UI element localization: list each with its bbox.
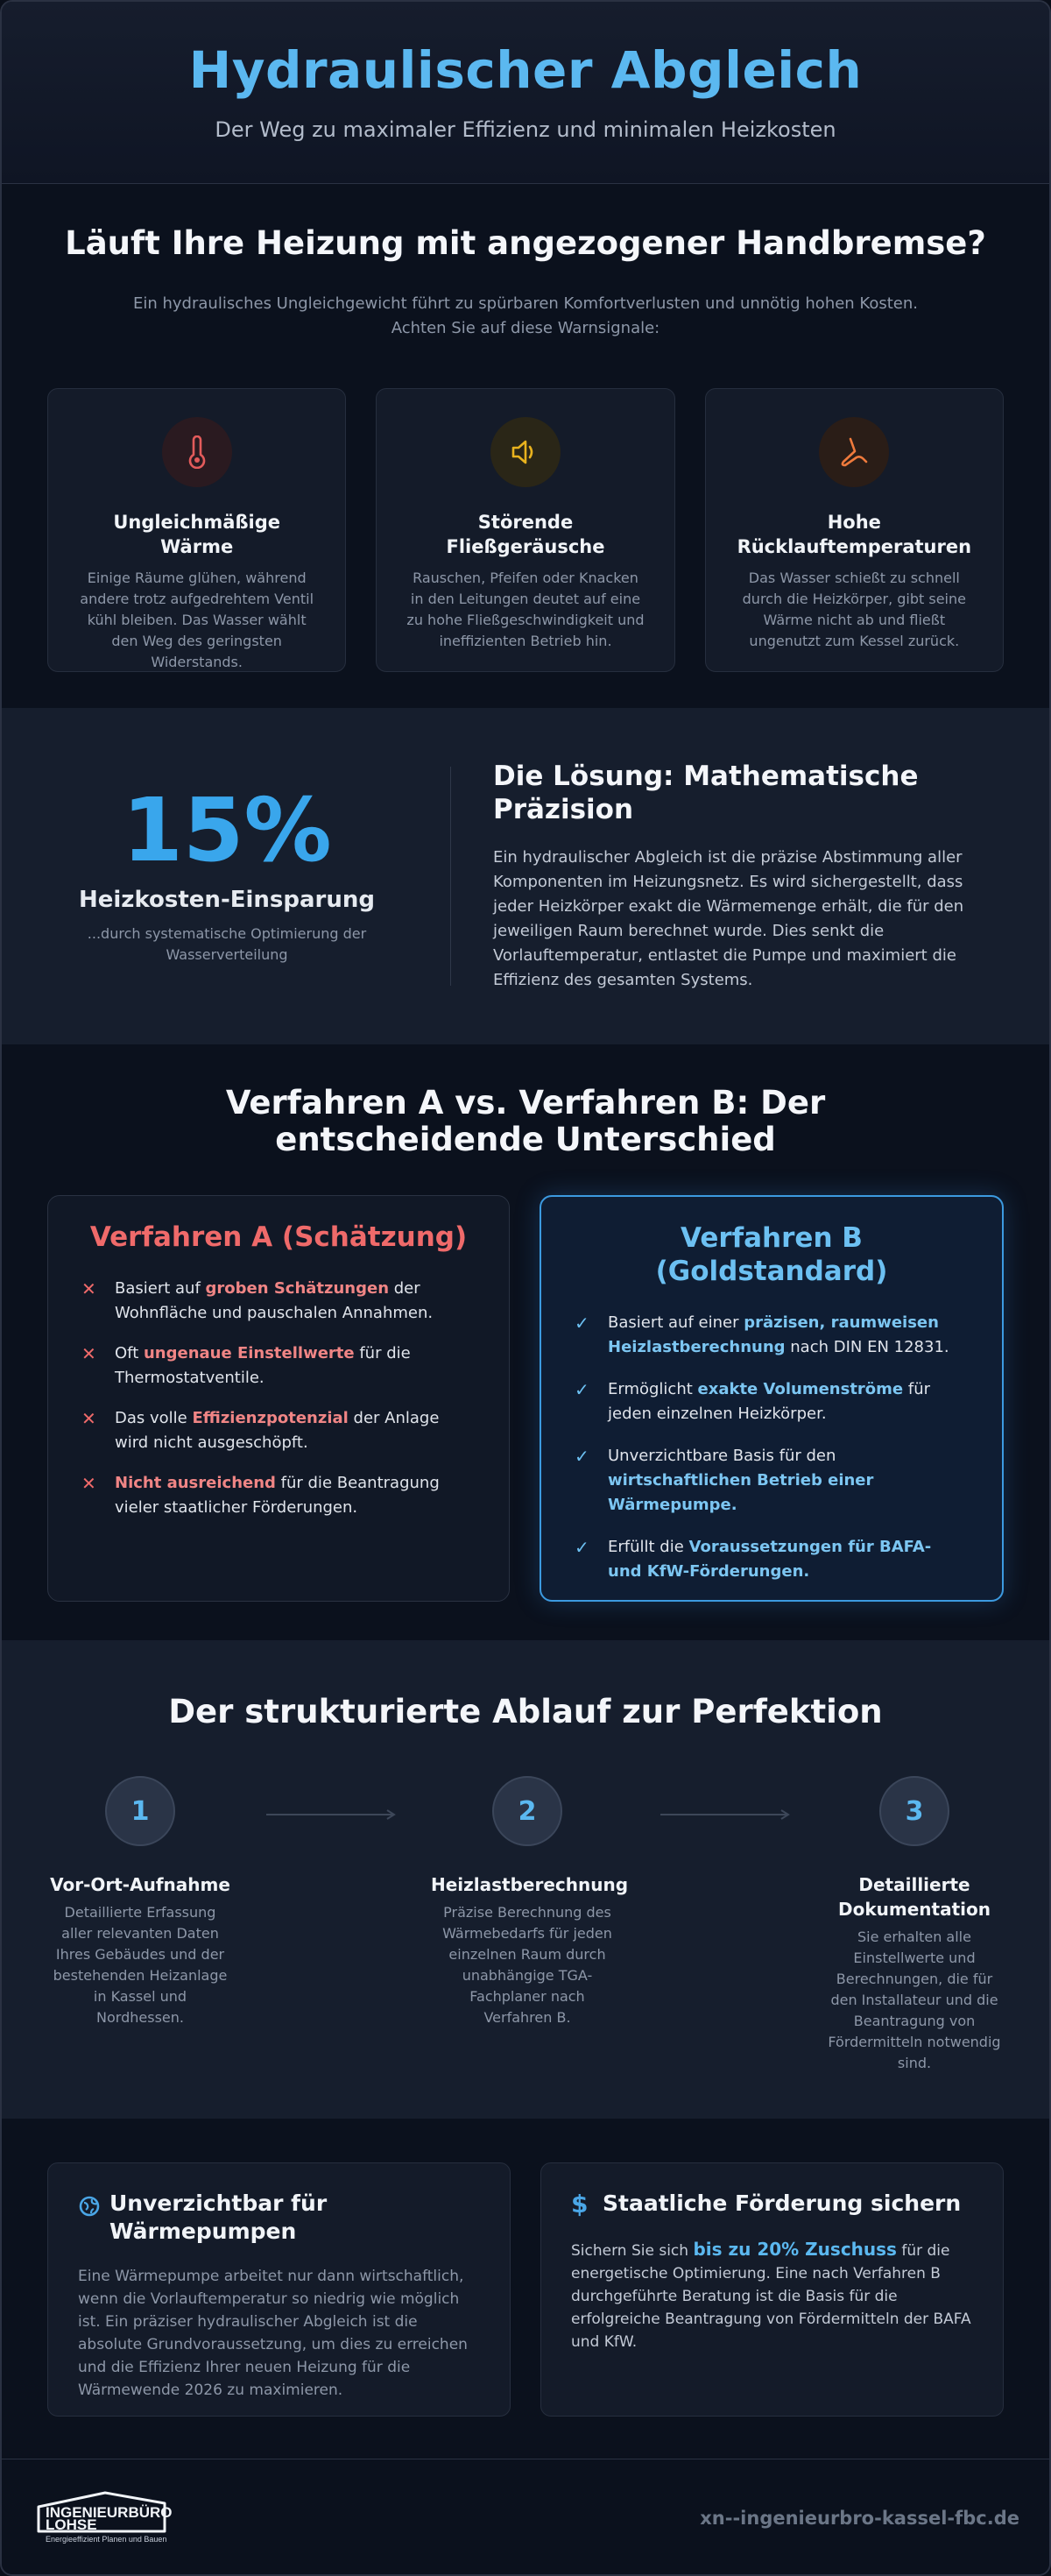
step-number: 1 <box>105 1776 175 1846</box>
step-title: Vor-Ort-Aufnahme <box>50 1874 230 1895</box>
list-item: ✓ Unverzichtbare Basis für den wirtschaftlichen Betrieb einer Wärmepumpe. <box>575 1444 969 1518</box>
warning-card-title: Hohe Rücklauftemperaturen <box>737 512 972 557</box>
page-subtitle: Der Weg zu maximaler Effizienz und minimalen Heizkosten <box>215 117 836 142</box>
check-icon: ✓ <box>575 1446 589 1467</box>
heatpump-card <box>47 2162 511 2417</box>
warning-heading: Läuft Ihre Heizung mit angezogener Handbremse? <box>65 224 986 262</box>
arrow-right-icon <box>266 1809 398 1820</box>
solution-section <box>2 708 1049 1044</box>
cross-icon: ✕ <box>81 1408 96 1429</box>
list-item: ✓ Basiert auf einer präzisen, raumweisen Heizlastberechnung nach DIN EN 12831. <box>575 1311 969 1360</box>
warning-card-return-temp <box>705 388 1004 672</box>
flame-icon <box>819 417 889 487</box>
dollar-icon: $ <box>571 2190 589 2219</box>
method-b-title: Verfahren B (Goldstandard) <box>655 1222 888 1287</box>
warning-intro: Ein hydraulisches Ungleichgewicht führt zu spürbaren Komfortverlusten und unnötig hohen Kosten. Achten Sie auf diese Warnsignale: <box>132 294 918 337</box>
cross-icon: ✕ <box>81 1343 96 1364</box>
funding-text: Sichern Sie sich bis zu 20% Zuschuss für die energetische Optimierung. Eine nach Verfahren B durchgeführte Beratung ist die Basis für die erfolgreiche Beantragung von Fördermitteln der BAFA und KfW. <box>571 2239 971 2351</box>
process-step-1 <box>44 1776 236 2028</box>
step-title: Detaillierte Dokumentation <box>838 1874 991 1920</box>
warning-card-text: Rauschen, Pfeifen oder Knacken in den Leitungen deutet auf eine zu hohe Fließgeschwindigkeit und ineffizienten Betrieb hin. <box>406 570 645 649</box>
warning-card-noise <box>376 388 674 672</box>
solution-text: Ein hydraulischer Abgleich ist die präzise Abstimmung aller Komponenten im Heizungsnetz. Es wird sichergestellt, dass jeder Heizkörper exakt die Wärmemenge erhält, die für den jeweiligen Raum berechnet wurde. Dies senkt die Vorlauftemperatur, entlastet die Pumpe und maximiert die Effizienz des gesamten Systems. <box>493 848 964 989</box>
solution-text-block <box>493 760 1004 993</box>
warning-card-text: Einige Räume glühen, während andere trotz aufgedrehtem Ventil kühl bleiben. Das Wasser wählt den Weg des geringsten Widerstands. <box>80 570 314 670</box>
step-text: Detaillierte Erfassung aller relevanten Daten Ihres Gebäudes und der bestehenden Heizanlage in Kassel und Nordhessen. <box>53 1904 228 2026</box>
svg-text:LOHSE: LOHSE <box>46 2516 97 2533</box>
comparison-heading: Verfahren A vs. Verfahren B: Der entscheidende Unterschied <box>225 1084 826 1158</box>
check-icon: ✓ <box>575 1313 589 1334</box>
speaker-icon <box>490 417 561 487</box>
warning-section <box>2 184 1049 708</box>
warning-card-title: Störende Fließgeräusche <box>446 512 605 557</box>
heatpump-title: Unverzichtbar für Wärmepumpen <box>109 2190 328 2244</box>
step-number: 3 <box>879 1776 949 1846</box>
check-icon: ✓ <box>575 1379 589 1400</box>
method-a-list <box>81 1277 476 1520</box>
step-text: Sie erhalten alle Einstellwerte und Berechnungen, die für den Installateur und die Beantragung von Fördermitteln notwendig sind. <box>828 1928 1001 2071</box>
list-item: ✕ Nicht ausreichend für die Beantragung vieler staatlicher Förderungen. <box>81 1471 476 1520</box>
process-step-3 <box>818 1776 1011 2074</box>
funding-title: Staatliche Förderung sichern <box>603 2190 962 2216</box>
info-cards <box>47 2162 1004 2417</box>
svg-text:INGENIEURBÜRO: INGENIEURBÜRO <box>46 2503 173 2521</box>
step-title: Heizlastberechnung <box>431 1874 629 1895</box>
method-a-title: Verfahren A (Schätzung) <box>89 1221 468 1253</box>
process-steps <box>2 1776 1049 2127</box>
process-step-2 <box>431 1776 629 2028</box>
website-link[interactable]: xn--ingenieurbro-kassel-fbc.de <box>700 2507 1019 2529</box>
savings-sub: ...durch systematische Optimierung der Wasserverteilung <box>87 925 367 963</box>
funding-card <box>540 2162 1004 2417</box>
list-item: ✕ Das volle Effizienzpotenzial der Anlage wird nicht ausgeschöpft. <box>81 1406 476 1455</box>
list-item: ✕ Oft ungenaue Einstellwerte für die Thermostatventile. <box>81 1341 476 1391</box>
info-section <box>2 2119 1049 2459</box>
method-b-list <box>575 1311 969 1584</box>
thermometer-icon <box>162 417 232 487</box>
page-title: Hydraulischer Abgleich <box>188 40 863 100</box>
arrow-right-icon <box>660 1809 792 1820</box>
step-number: 2 <box>492 1776 562 1846</box>
comparison-section <box>2 1044 1049 1640</box>
svg-text:Energieeffizient Planen und Ba: Energieeffizient Planen und Bauen <box>46 2534 167 2544</box>
page-footer <box>2 2459 1049 2576</box>
method-b-card <box>540 1195 1004 1602</box>
step-text: Präzise Berechnung des Wärmebedarfs für jeden einzelnen Raum durch unabhängige TGA-Fachplaner nach Verfahren B. <box>442 1904 612 2026</box>
page-header <box>2 2 1049 184</box>
warning-cards <box>47 388 1004 672</box>
savings-stat <box>47 779 406 966</box>
heatpump-text: Eine Wärmepumpe arbeitet nur dann wirtschaftlich, wenn die Vorlauftemperatur so niedrig wie möglich ist. Ein präziser hydraulischer Abgleich ist die absolute Grundvoraussetzung, um dies zu erreichen und die Effizienz Ihrer neuen Heizung für die Wärmewende 2026 zu maximieren. <box>78 2268 468 2399</box>
process-heading: Der strukturierte Ablauf zur Perfektion <box>168 1693 883 1730</box>
logo-graphic <box>33 2488 173 2549</box>
cross-icon: ✕ <box>81 1278 96 1299</box>
divider <box>450 767 451 986</box>
method-a-card <box>47 1195 510 1602</box>
list-item: ✕ Basiert auf groben Schätzungen der Wohnfläche und pauschalen Annahmen. <box>81 1277 476 1326</box>
company-logo[interactable] <box>33 2488 173 2549</box>
savings-value: 15% <box>122 779 332 881</box>
savings-label: Heizkosten-Einsparung <box>79 887 375 913</box>
comparison-cards <box>47 1195 1004 1602</box>
warning-card-title: Ungleichmäßige Wärme <box>113 512 281 557</box>
warning-card-text: Das Wasser schießt zu schnell durch die Heizkörper, gibt seine Wärme nicht ab und fließt ungenutzt zum Kessel zurück. <box>742 570 966 649</box>
globe-icon <box>78 2190 109 2221</box>
list-item: ✓ Ermöglicht exakte Volumenströme für jeden einzelnen Heizkörper. <box>575 1377 969 1426</box>
warning-card-uneven-heat <box>47 388 346 672</box>
cross-icon: ✕ <box>81 1473 96 1494</box>
list-item: ✓ Erfüllt die Voraussetzungen für BAFA- und KfW-Förderungen. <box>575 1535 969 1584</box>
check-icon: ✓ <box>575 1537 589 1558</box>
solution-heading: Die Lösung: Mathematische Präzision <box>493 761 919 825</box>
process-section <box>2 1640 1049 2119</box>
